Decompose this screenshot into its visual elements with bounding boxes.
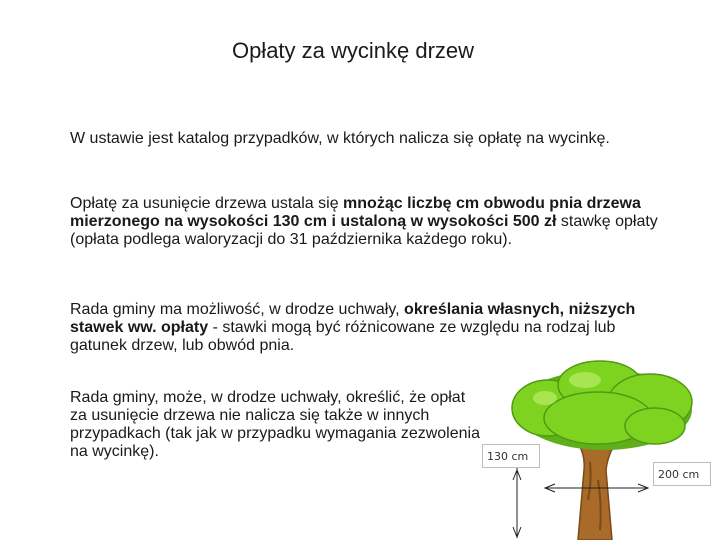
paragraph-fee-text-2: stawkę opłaty (opłata podlega waloryzacji do 31 października każdego roku). — [70, 213, 658, 248]
paragraph-fee-text-1: Opłatę za usunięcie drzewa ustala się — [70, 195, 344, 212]
height-label: 130 cm — [482, 444, 540, 468]
circumference-label: 200 cm — [653, 462, 711, 486]
height-marker — [513, 468, 521, 538]
tree-canopy — [512, 361, 692, 450]
paragraph-rates-text-1: Rada gminy ma możliwość, w drodze uchwały, — [70, 301, 405, 318]
paragraph-catalog-text: W ustawie jest katalog przypadków, w których nalicza się opłatę na wycinkę. — [70, 130, 610, 147]
paragraph-fee-bold: mnożąc liczbę cm obwodu pnia drzewa mierzonego na wysokości 130 cm i ustaloną w wysokości 500 zł — [70, 195, 641, 230]
slide-title: Opłaty za wycinkę drzew — [231, 38, 475, 63]
paragraph-exemptions-text: Rada gminy, może, w drodze uchwały, określić, że opłat za usunięcie drzewa nie nalicza się także w innych przypadkach (tak jak w przypadku wymagania zezwolenia na wycinkę). — [70, 389, 480, 460]
paragraph-rates-bold: określania własnych, niższych stawek ww. opłaty — [70, 301, 636, 336]
paragraph-rates-text-2: - stawki mogą być różnicowane ze względu na rodzaj lub gatunek drzew, lub obwód pnia. — [70, 319, 616, 354]
